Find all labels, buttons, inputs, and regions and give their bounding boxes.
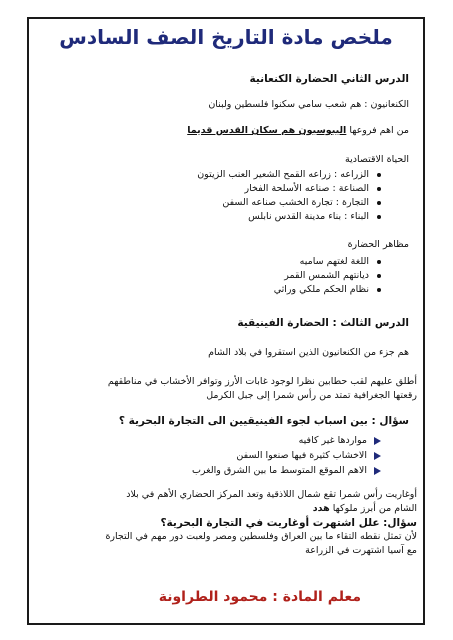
lesson3-heading: الدرس الثالث : الحضارة الفينيقية [237,317,409,329]
lesson2-heading: الدرس الثاني الحضارة الكنعانية [249,73,409,85]
list-item: البناء : بناء مدينة القدس نابلس [197,210,383,224]
teacher-signature: معلم المادة : محمود الطراونة [158,589,361,605]
answer2-line1: لأن تمثل نقطه التقاء ما بين العراق وفلسطين ومصر ولعبت دور مهم في التجارة [105,531,417,542]
document-page [27,17,425,625]
lesson2-line2-bold: اليبوسيون هم سكان القدس قديما [187,125,347,136]
lesson3-line1: هم جزء من الكنعانيون الذين استقروا في بلاد الشام [208,347,409,358]
para2-line2-prefix: الشام من أبرز ملوكها [329,503,417,514]
para2-line2-bold: هدد [312,503,330,514]
answers1-list [192,433,383,478]
list-item: الاخشاب كثيرة فيها صنعوا السفن [192,448,383,463]
lesson2-line1: الكنعانيون : هم شعب سامي سكنوا فلسطين ولبنان [208,99,409,110]
lesson3-para1-line1: أطلق عليهم لقب حطابين نظرا لوجود غابات الأرز وتوافر الأخشاب في مناطقهم [107,376,417,387]
civilization-list [274,255,383,297]
lesson2-line2 [187,125,409,136]
list-item: اللغة لغتهم ساميه [274,255,383,269]
list-item: نظام الحكم ملكي وراثي [274,283,383,297]
question1: سؤال : بين اسباب لجوء الفينيقيين الى التجارة البحرية ؟ [118,415,409,427]
page-title: ملخص مادة التاريخ الصف السادس [59,25,393,49]
list-item: الصناعة : صناعه الأسلحة الفخار [197,182,383,196]
lesson3-para2-line2 [313,503,417,514]
lesson3-para1-line2: رقعتها الجغرافية تمتد من رأس شمرا إلى جبل الكرمل [206,390,417,401]
lesson2-line2-prefix: من اهم فروعها [346,125,409,136]
list-item: الاهم الموقع المتوسط ما بين الشرق والغرب [192,463,383,478]
list-item: ديانتهم الشمس القمر [274,269,383,283]
lesson3-para2-line1: أوغاريت رأس شمرا تقع شمال اللاذقية وتعد المركز الحضاري الأهم في بلاد [126,489,417,500]
civilization-title: مظاهر الحضارة [347,239,409,250]
question2: سؤال: علل اشتهرت أوغاريت في التجارة البحرية؟ [160,517,417,529]
list-item: التجارة : تجارة الخشب صناعه السفن [197,196,383,210]
list-item: مواردها غير كافيه [192,433,383,448]
economy-title: الحياة الاقتصادية [345,154,409,165]
list-item: الزراعه : زراعه القمح الشعير العنب الزيتون [197,168,383,182]
answer2-line2: مع آسيا اشتهرت في الزراعة [305,545,417,556]
economy-list [197,168,383,224]
